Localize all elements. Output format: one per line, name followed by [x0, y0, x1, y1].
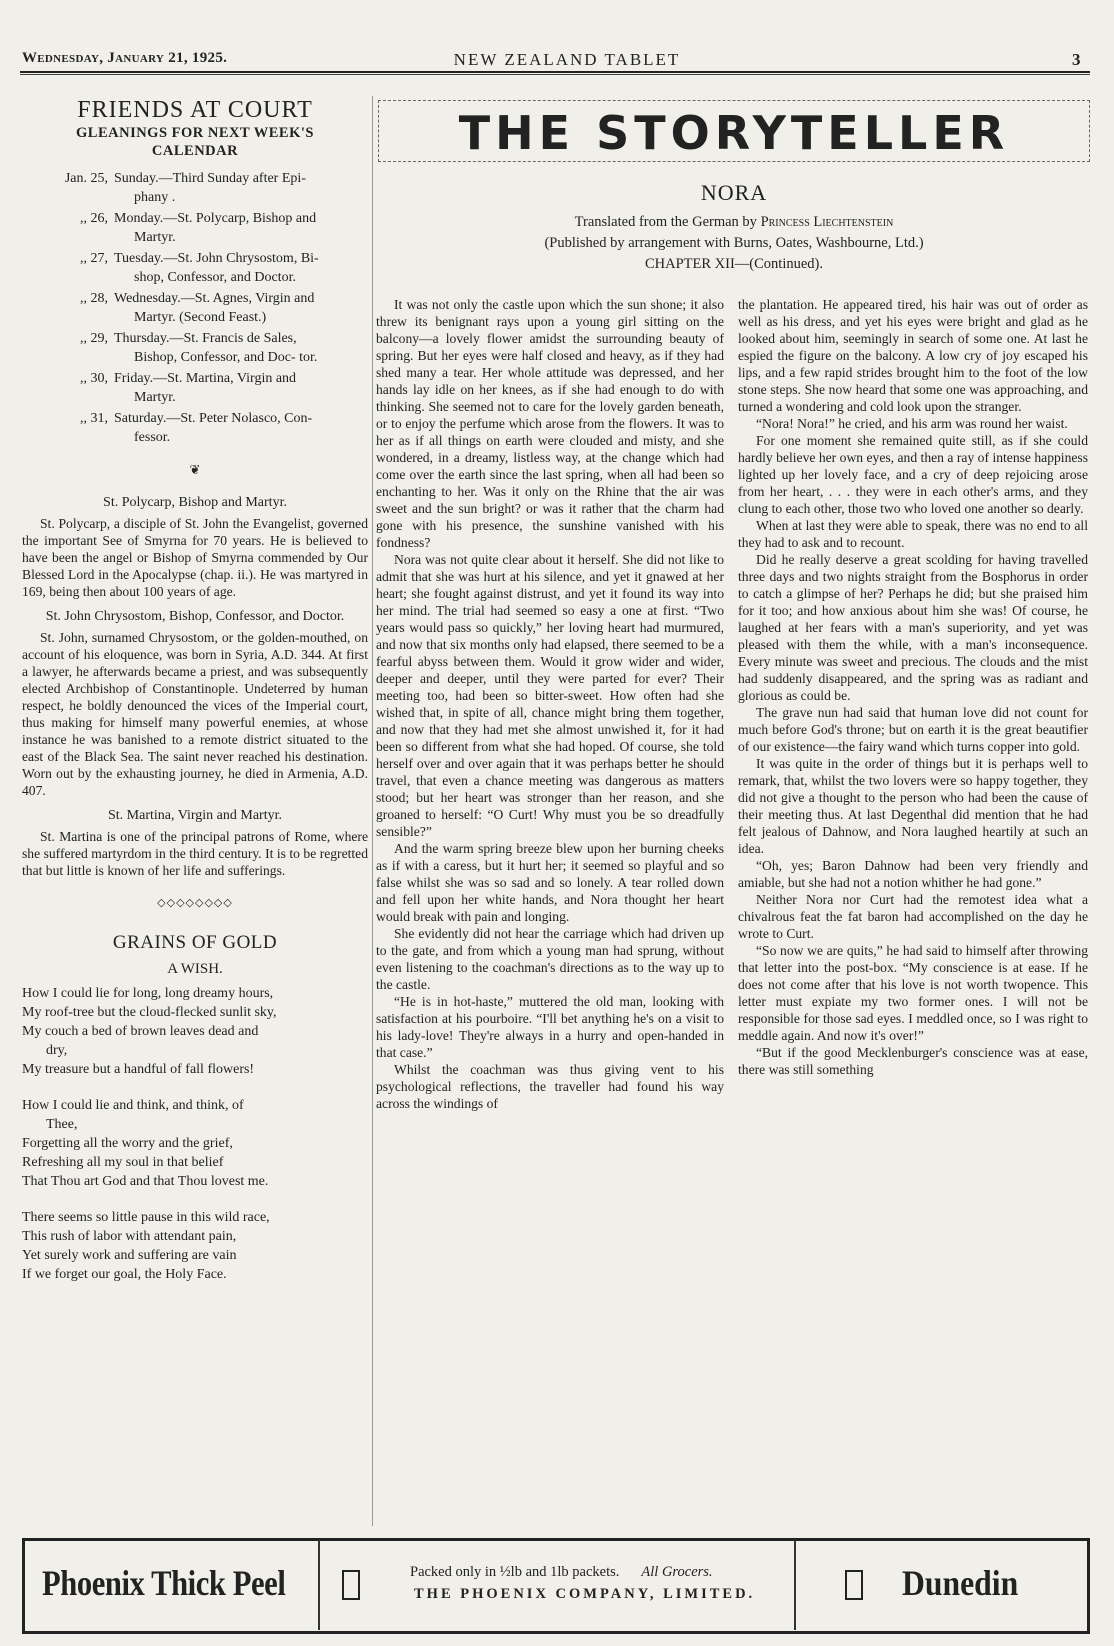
story-paragraph: Did he really deserve a great scolding for having travelled three days and two nights straight from the Bosphorus in order to catch a glimpse of her? Perhaps he did; but she praised him for it too; and how anxious about him she was! Of course, he laughed at her fears with a man's superiority, and yet was pleased with them the while, with a man's inconsequence. Every minute was sweet and precious. The clouds and the mist had suddenly disappeared, and the spring was as radiant and glorious as could be.: [738, 552, 1088, 703]
fleuron-icon: ❦: [189, 462, 201, 477]
story-paragraph: It was not only the castle upon which the sun shone; it also threw its benignant rays upon a young girl sitting on the balcony—a lovely flower amidst the surrounding beauty of spring. But her eyes were half closed and heavy, as if they had shed many a tear. Her whole attitude was depressed, and her hands lay idle on her knees, as if she had enough to do with thinking. She seemed not to care for the lovely garden beneath, or to enjoy the perfume which arose from the flowers. It was to her as if all things on earth were clouded and misty, and she wondered, in a dreamy, listless way, at the change which had come over the earth since the last spring, when all had been so enchanting to her. Was it only on the Rhine that the air was sweet and the sun bright? or was it rather that the charm had gone with his presence, the sunshine vanished with his fondness?: [376, 297, 724, 550]
friends-subtitle-2: CALENDAR: [151, 143, 239, 159]
grains-of-gold-title: GRAINS OF GOLD: [112, 932, 278, 953]
story-paragraph: And the warm spring breeze blew upon her burning cheeks as if with a caress, but it hurt her; it seemed so playful and so false whilst she was so sad and so lonely. A tear rolled down and fell upon her white hands, and Nora thought her heart would break with pain and longing.: [376, 841, 724, 924]
poem-line: How I could lie and think, and think, of: [22, 1098, 244, 1113]
storyteller-banner: THE STORYTELLER: [458, 106, 1010, 160]
story-paragraph: She evidently did not hear the carriage which had driven up to the gate, and from which a young man had sprung, without even listening to the coachman's directions as to the way up to the castle.: [376, 926, 724, 992]
translator-name: Princess Liechtenstein: [760, 214, 894, 230]
poem-stanza: [22, 1096, 368, 1191]
chapter-heading: CHAPTER XII—(Continued).: [644, 256, 823, 272]
saint-heading: St. John Chrysostom, Bishop, Confessor, and Doctor.: [45, 609, 345, 624]
ad-company-line: THE PHOENIX COMPANY, LIMITED.: [414, 1586, 756, 1602]
header-rule-thin: [20, 74, 1090, 75]
story-paragraph: “Oh, yes; Baron Dahnow had been very friendly and amiable, but she had not a notion whither he had gone.”: [738, 858, 1088, 890]
issue-date: Wednesday, January 21, 1925.: [22, 50, 228, 66]
calendar-entry: ,, 30, Friday.—St. Martina, Virgin and Martyr.: [80, 371, 297, 405]
friends-subtitle: GLEANINGS FOR NEXT WEEK'S: [76, 125, 314, 141]
poem-line: My roof-tree but the cloud-flecked sunlit sky,: [22, 1005, 277, 1020]
left-column: [22, 96, 368, 1301]
poem-line: How I could lie for long, long dreamy hours,: [22, 986, 274, 1001]
calendar-entry: ,, 28, Wednesday.—St. Agnes, Virgin and Martyr. (Second Feast.): [80, 291, 315, 325]
calendar-entry: ,, 31, Saturday.—St. Peter Nolasco, Con- fessor.: [80, 411, 313, 445]
header-rule: [20, 71, 1090, 73]
story-paragraph: the plantation. He appeared tired, his hair was out of order as well as his dress, and yet his eyes were bright and glad as he looked about him, seemingly in search of some one. At last he espied the figure on the balcony. A low cry of joy escaped his lips, and a few rapid strides brought him to the foot of the low stone steps. She now heard that some one was approaching, and turned a wondering and cold look upon the stranger.: [738, 297, 1088, 414]
story-paragraph: “Nora! Nora!” he cried, and his arm was round her waist.: [756, 416, 1068, 431]
ad-box-icon: [845, 1570, 863, 1600]
poem-line: Thee,: [46, 1117, 78, 1132]
story-paragraph: When at last they were able to speak, there was no end to all they had to ask and to recount.: [738, 518, 1088, 550]
saint-paragraph: St. John, surnamed Chrysostom, or the golden-mouthed, on account of his eloquence, was born in Syria, A.D. 344. At first a lawyer, he afterwards became a priest, and was subsequently elected Archbishop of Constantinople. Undeterred by human respect, he boldly denounced the vices of the Imperial court, thus making for himself many powerful enemies, at whose instance he was banished to a remote district situated to the east of the Black Sea. The saint never reached his destination. Worn out by the exhausting journey, he died in Armenia, A.D. 407.: [22, 630, 368, 798]
ad-city: Dunedin: [902, 1563, 1019, 1603]
ad-grocers: All Grocers.: [641, 1564, 713, 1580]
story-paragraph: Nora was not quite clear about it herself. She did not like to admit that she was hurt at his silence, and yet it gnawed at her heart; she fought against distrust, and yet it found its way into her mind. The trial had seemed so easy a one at first. “Two years would pass so quickly,” her loving heart had murmured, and now that six months only had elapsed, there seemed to be a fearful abyss between them. Would it grow wider and wider, deeper and deeper, until they were parted for ever? Their meeting too, had been so bitter-sweet. How often had she wished that, in spite of all, chance might bring them together, and now that they had met she almost unwished it, for it had been so different from what she had hoped. Of course, she told herself over and over again that it was perhaps better he should travel, that even a chance meeting was dangerous as matters stood; but her heart was stronger than her reason, and she groaned to herself: “O Curt! Why must you be so dreadfully sensible?”: [376, 552, 724, 839]
story-paragraph: The grave nun had said that human love did not count for much before God's throne; but on earth it is the great beautifier of our existence—the fairy wand which turns copper into gold.: [738, 705, 1088, 754]
story-credit: Translated from the German by Princess Liechtenstein (Published by arrangement with Burns, Oates, Washbourne, Ltd.) CHAPTER XII—(Continued).: [378, 212, 1090, 275]
poem-line: dry,: [46, 1043, 68, 1058]
poem-line: There seems so little pause in this wild race,: [22, 1210, 270, 1225]
saint-paragraph: St. Martina is one of the principal patrons of Rome, where she suffered martyrdom in the third century. It is to be regretted that but little is known of her life and sufferings.: [22, 829, 368, 878]
calendar-entry: ,, 26, Monday.—St. Polycarp, Bishop and Martyr.: [80, 211, 317, 245]
story-paragraph: Neither Nora nor Curt had the remotest idea what a chivalrous feat the fat baron had accomplished on the day he wrote to Curt.: [738, 892, 1088, 941]
poem-stanza: [22, 984, 368, 1079]
publication-note: (Published by arrangement with Burns, Oates, Washbourne, Ltd.): [544, 235, 924, 251]
advertisement-center-panel: [318, 1540, 796, 1630]
story-column-2: [738, 296, 1088, 1078]
poem-line: Forgetting all the worry and the grief,: [22, 1136, 233, 1151]
story-paragraph: “He is in hot-haste,” muttered the old man, looking with satisfaction at his pourboire. “I'll bet anything he's on a visit to his lady-love! They're always in a hurry and open-handed in that case.”: [376, 994, 724, 1060]
poem-title: A WISH.: [167, 961, 223, 977]
poem-line: My couch a bed of brown leaves dead and: [22, 1024, 259, 1039]
ad-product-name: Phoenix Thick Peel: [42, 1563, 286, 1603]
poem-line: If we forget our goal, the Holy Face.: [22, 1267, 227, 1282]
story-title: NORA: [700, 180, 768, 205]
poem: [22, 984, 368, 1284]
calendar-entry: ,, 27, Tuesday.—St. John Chrysostom, Bi- shop, Confessor, and Doctor.: [80, 251, 319, 285]
poem-stanza: [22, 1208, 368, 1284]
poem-line: My treasure but a handful of fall flowers!: [22, 1062, 255, 1077]
friends-at-court-title: FRIENDS AT COURT: [77, 97, 313, 123]
masthead-title: NEW ZEALAND TABLET: [453, 50, 681, 69]
story-paragraph: It was quite in the order of things but it is perhaps well to remark, that, whilst the two lovers were so happy together, they did not give a thought to the person who had been the cause of their meeting thus. At last Degenthal did mention that he had felt jealous of Dahnow, and Nora laughed heartily at such an idea.: [738, 756, 1088, 856]
poem-line: Refreshing all my soul in that belief: [22, 1155, 224, 1170]
poem-line: That Thou art God and that Thou lovest me.: [22, 1174, 269, 1189]
diamond-divider-icon: ◇◇◇◇◇◇◇◇: [157, 897, 233, 909]
story-paragraph: For one moment she remained quite still, as if she could hardly believe her own eyes, and then a ray of intense happiness lighted up her lovely face, and a cry of deep rejoicing arose from her heart, . . . they were in each other's arms, and they clung to each other, those two who loved one another so dearly.: [738, 433, 1088, 516]
calendar-list: [22, 170, 368, 447]
ad-box-icon: [342, 1570, 360, 1600]
page-number: 3: [1072, 50, 1081, 69]
story-paragraph: “But if the good Mecklenburger's conscience was at ease, there was still something: [738, 1045, 1088, 1077]
calendar-entry: ,, 29, Thursday.—St. Francis de Sales, Bishop, Confessor, and Doc- tor.: [80, 331, 318, 365]
story-paragraph: “So now we are quits,” he had said to himself after throwing that letter into the post-box. “My conscience is at ease. If he does not come after that his love is not worth twopence. This letter must expiate my two former ones. I will not be responsible for those sad eyes. I meddled once, so I was right to meddle again. And now it's over!”: [738, 943, 1088, 1043]
calendar-entry: Jan. 25, Sunday.—Third Sunday after Epi- phany .: [64, 171, 306, 205]
ad-packing-line: Packed only in ½lb and 1lb packets. All Grocers.: [410, 1564, 713, 1580]
story-paragraph: Whilst the coachman was thus giving vent to his psychological reflections, the traveller had found his way across the windings of: [376, 1062, 724, 1111]
story-column-1: [376, 296, 724, 1112]
poem-line: Yet surely work and suffering are vain: [22, 1248, 237, 1263]
poem-line: This rush of labor with attendant pain,: [22, 1229, 237, 1244]
saint-heading: St. Martina, Virgin and Martyr.: [107, 808, 282, 823]
saint-heading: St. Polycarp, Bishop and Martyr.: [103, 495, 287, 510]
saint-paragraph: St. Polycarp, a disciple of St. John the Evangelist, governed the important See of Smyrna for 70 years. He is believed to have been the angel or Bishop of Smyrna commended by Our Blessed Lord in the Apocalypse (chap. ii.). He was martyred in 169, being then about 100 years of age.: [22, 516, 368, 599]
column-rule: [372, 96, 373, 1526]
